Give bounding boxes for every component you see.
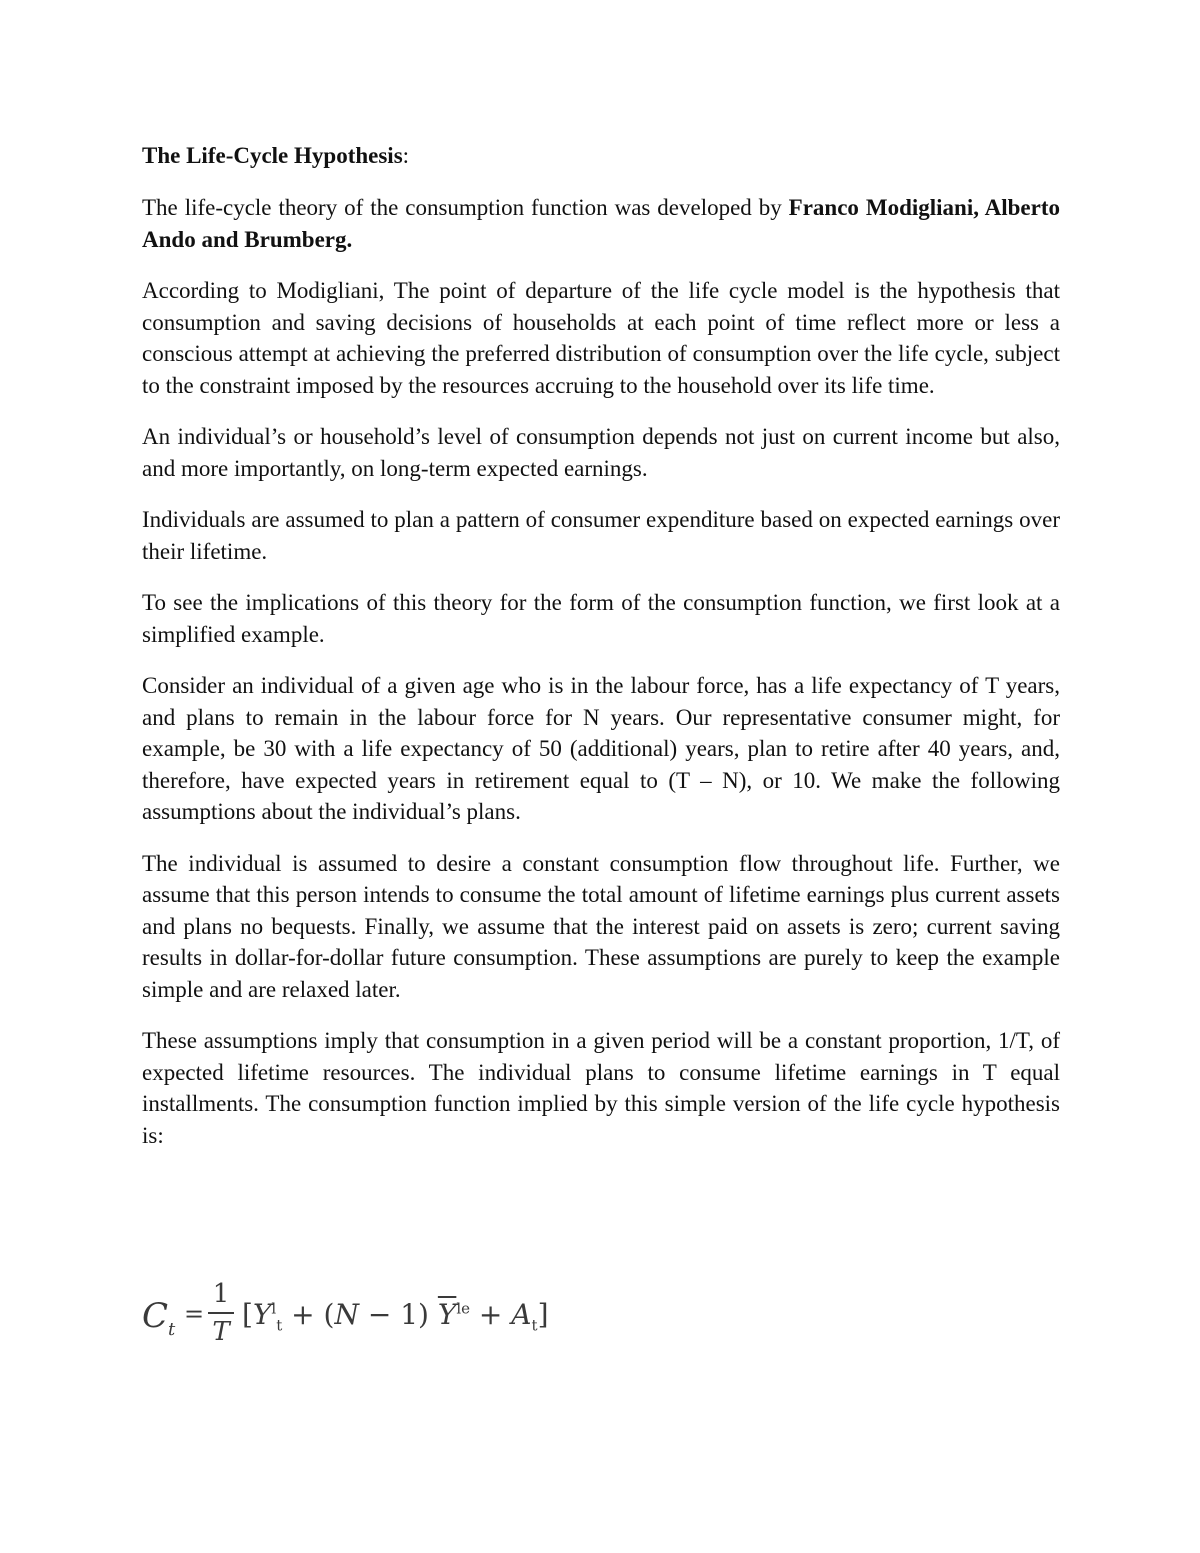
formula-lhs-subscript: t <box>168 1318 176 1340</box>
document-body <box>142 140 1060 1171</box>
formula-income-subscript: t <box>276 1316 283 1335</box>
formula-open-bracket: [ <box>242 1298 253 1331</box>
paragraph-consumption-level: An individual’s or household’s level of consumption depends not just on current income but also, and more importantly, on long-term expected earnings. <box>142 424 1060 481</box>
heading-colon: : <box>402 143 410 168</box>
formula-minus-one: − 1) <box>358 1298 438 1331</box>
formula-fraction <box>208 1278 234 1348</box>
paragraph-consumption-function: These assumptions imply that consumption in a given period will be a constant proportion, 1/T, of expected lifetime resources. The individual plans to consume lifetime earnings in T equal installments. The consumption function implied by this simple version of the life cycle hypothesis is: <box>142 1028 1060 1148</box>
consumption-function-formula <box>142 1278 549 1358</box>
paragraph-implications: To see the implications of this theory for the form of the consumption function, we first look at a simplified example. <box>142 590 1060 647</box>
formula-n: N <box>334 1298 359 1331</box>
paragraph-developers <box>142 192 1060 255</box>
formula-assets-subscript: t <box>531 1316 538 1335</box>
paragraph-assumptions: The individual is assumed to desire a constant consumption flow throughout life. Further, we assume that this person intends to consume the total amount of lifetime earnings plus current assets and plans no bequests. Finally, we assume that the interest paid on assets is zero; current saving results in dollar-for-dollar future consumption. These assumptions are purely to keep the example simple and are relaxed later. <box>142 850 1060 1002</box>
formula-denominator: T <box>212 1317 230 1347</box>
formula-expected-income: $\overline{Y}$ <box>437 1298 457 1331</box>
formula-expected-income-superscript: le <box>456 1299 471 1318</box>
heading-text: The Life-Cycle Hypothesis <box>142 143 403 168</box>
formula-rhs <box>242 1298 549 1335</box>
paragraph-modigliani-quote: According to Modigliani, The point of departure of the life cycle model is the hypothesis that consumption and saving decisions of households at each point of time reflect more or less a conscious attempt at achieving the preferred distribution of consumption over the life cycle, subject to the constraint imposed by the resources accruing to the household over its life time. <box>142 278 1060 398</box>
paragraph-expenditure-plan: Individuals are assumed to plan a pattern of consumer expenditure based on expected earnings over their lifetime. <box>142 507 1060 564</box>
formula-fraction-bar <box>208 1312 234 1314</box>
formula-plus: + <box>470 1298 512 1331</box>
paragraph-developers-names: Franco Modigliani, Alberto Ando and Brumberg. <box>142 195 1060 252</box>
formula-income-superscript: l <box>271 1299 277 1318</box>
paragraph-developers-text: The life-cycle theory of the consumption function was developed by <box>142 195 789 220</box>
formula-assets: A <box>511 1298 532 1331</box>
formula-plus-open: + ( <box>282 1298 335 1331</box>
formula-lhs <box>142 1296 175 1340</box>
formula-numerator: 1 <box>212 1279 230 1309</box>
formula-income: Y <box>252 1298 272 1331</box>
document-heading <box>142 140 1060 172</box>
paragraph-example-individual: Consider an individual of a given age who is in the labour force, has a life expectancy of T years, and plans to remain in the labour force for N years. Our representative consumer might, for example, be 30 with a life expectancy of 50 (additional) years, plan to retire after 40 years, and, therefore, have expected years in retirement equal to (T – N), or 10. We make the following assumptions about the individual’s plans. <box>142 673 1060 824</box>
formula-equals: = <box>184 1300 205 1328</box>
formula-lhs-symbol: C <box>142 1296 169 1336</box>
formula-close-bracket: ] <box>537 1298 549 1331</box>
